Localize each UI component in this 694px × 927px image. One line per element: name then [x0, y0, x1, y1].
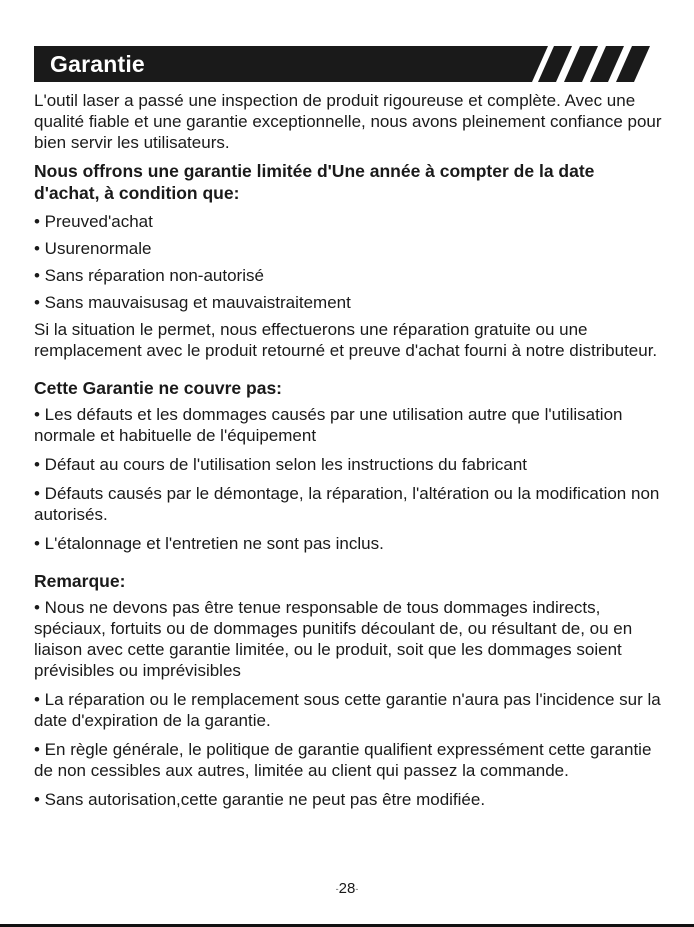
list-item: • Usurenormale — [34, 239, 152, 258]
list-item: • Les défauts et les dommages causés par une utilisation autre que l'utilisation normale et habituelle de l'équipement — [34, 405, 623, 445]
list-item: • En règle générale, le politique de garantie qualifient expressément cette garantie de non cessibles aux autres, limitée au client qui passez la commande. — [34, 740, 652, 780]
conditions-list — [34, 211, 662, 313]
page-number — [0, 880, 694, 897]
exclusions-list — [34, 404, 662, 554]
list-item: • Sans autorisation,cette garantie ne peut pas être modifiée. — [34, 790, 486, 809]
page-number-dash-right: - — [355, 884, 359, 895]
section-banner — [34, 46, 658, 82]
page-number-value: 28 — [338, 880, 356, 897]
list-item: • Défauts causés par le démontage, la réparation, l'altération ou la modification non autorisés. — [34, 484, 660, 524]
list-item: • Sans réparation non-autorisé — [34, 266, 264, 285]
list-item: • Sans mauvaisusag et mauvaistraitement — [34, 293, 351, 312]
content-body — [34, 90, 662, 818]
exclusions-heading: Cette Garantie ne couvre pas: — [34, 378, 282, 398]
list-item: • Nous ne devons pas être tenue responsable de tous dommages indirects, spéciaux, fortuits ou de dommages punitifs découlant de, ou résultant de, ou en liaison avec cette garantie limitée, ou le produit, soit que les dommages soient prévisibles ou imprévisibles — [34, 598, 633, 680]
list-item: • La réparation ou le remplacement sous cette garantie n'aura pas l'incidence sur la date d'expiration de la garantie. — [34, 690, 661, 730]
list-item: • Défaut au cours de l'utilisation selon les instructions du fabricant — [34, 455, 528, 474]
repair-paragraph: Si la situation le permet, nous effectuerons une réparation gratuite ou une remplacement avec le produit retourné et preuve d'achat fourni à notre distributeur. — [34, 320, 658, 360]
page-number-dash-left: - — [335, 884, 339, 895]
intro-paragraph: L'outil laser a passé une inspection de produit rigoureuse et complète. Avec une qualité fiable et une garantie exceptionnelle, nous avons pleinement confiance pour bien servir les utilisateurs. — [34, 91, 662, 152]
page-title: Garantie — [50, 51, 145, 77]
warranty-heading: Nous offrons une garantie limitée d'Une année à compter de la date d'achat, à condition que: — [34, 161, 595, 203]
remarks-heading: Remarque: — [34, 571, 126, 591]
list-item: • Preuved'achat — [34, 212, 153, 231]
list-item: • L'étalonnage et l'entretien ne sont pas inclus. — [34, 534, 384, 553]
remarks-list — [34, 597, 662, 810]
